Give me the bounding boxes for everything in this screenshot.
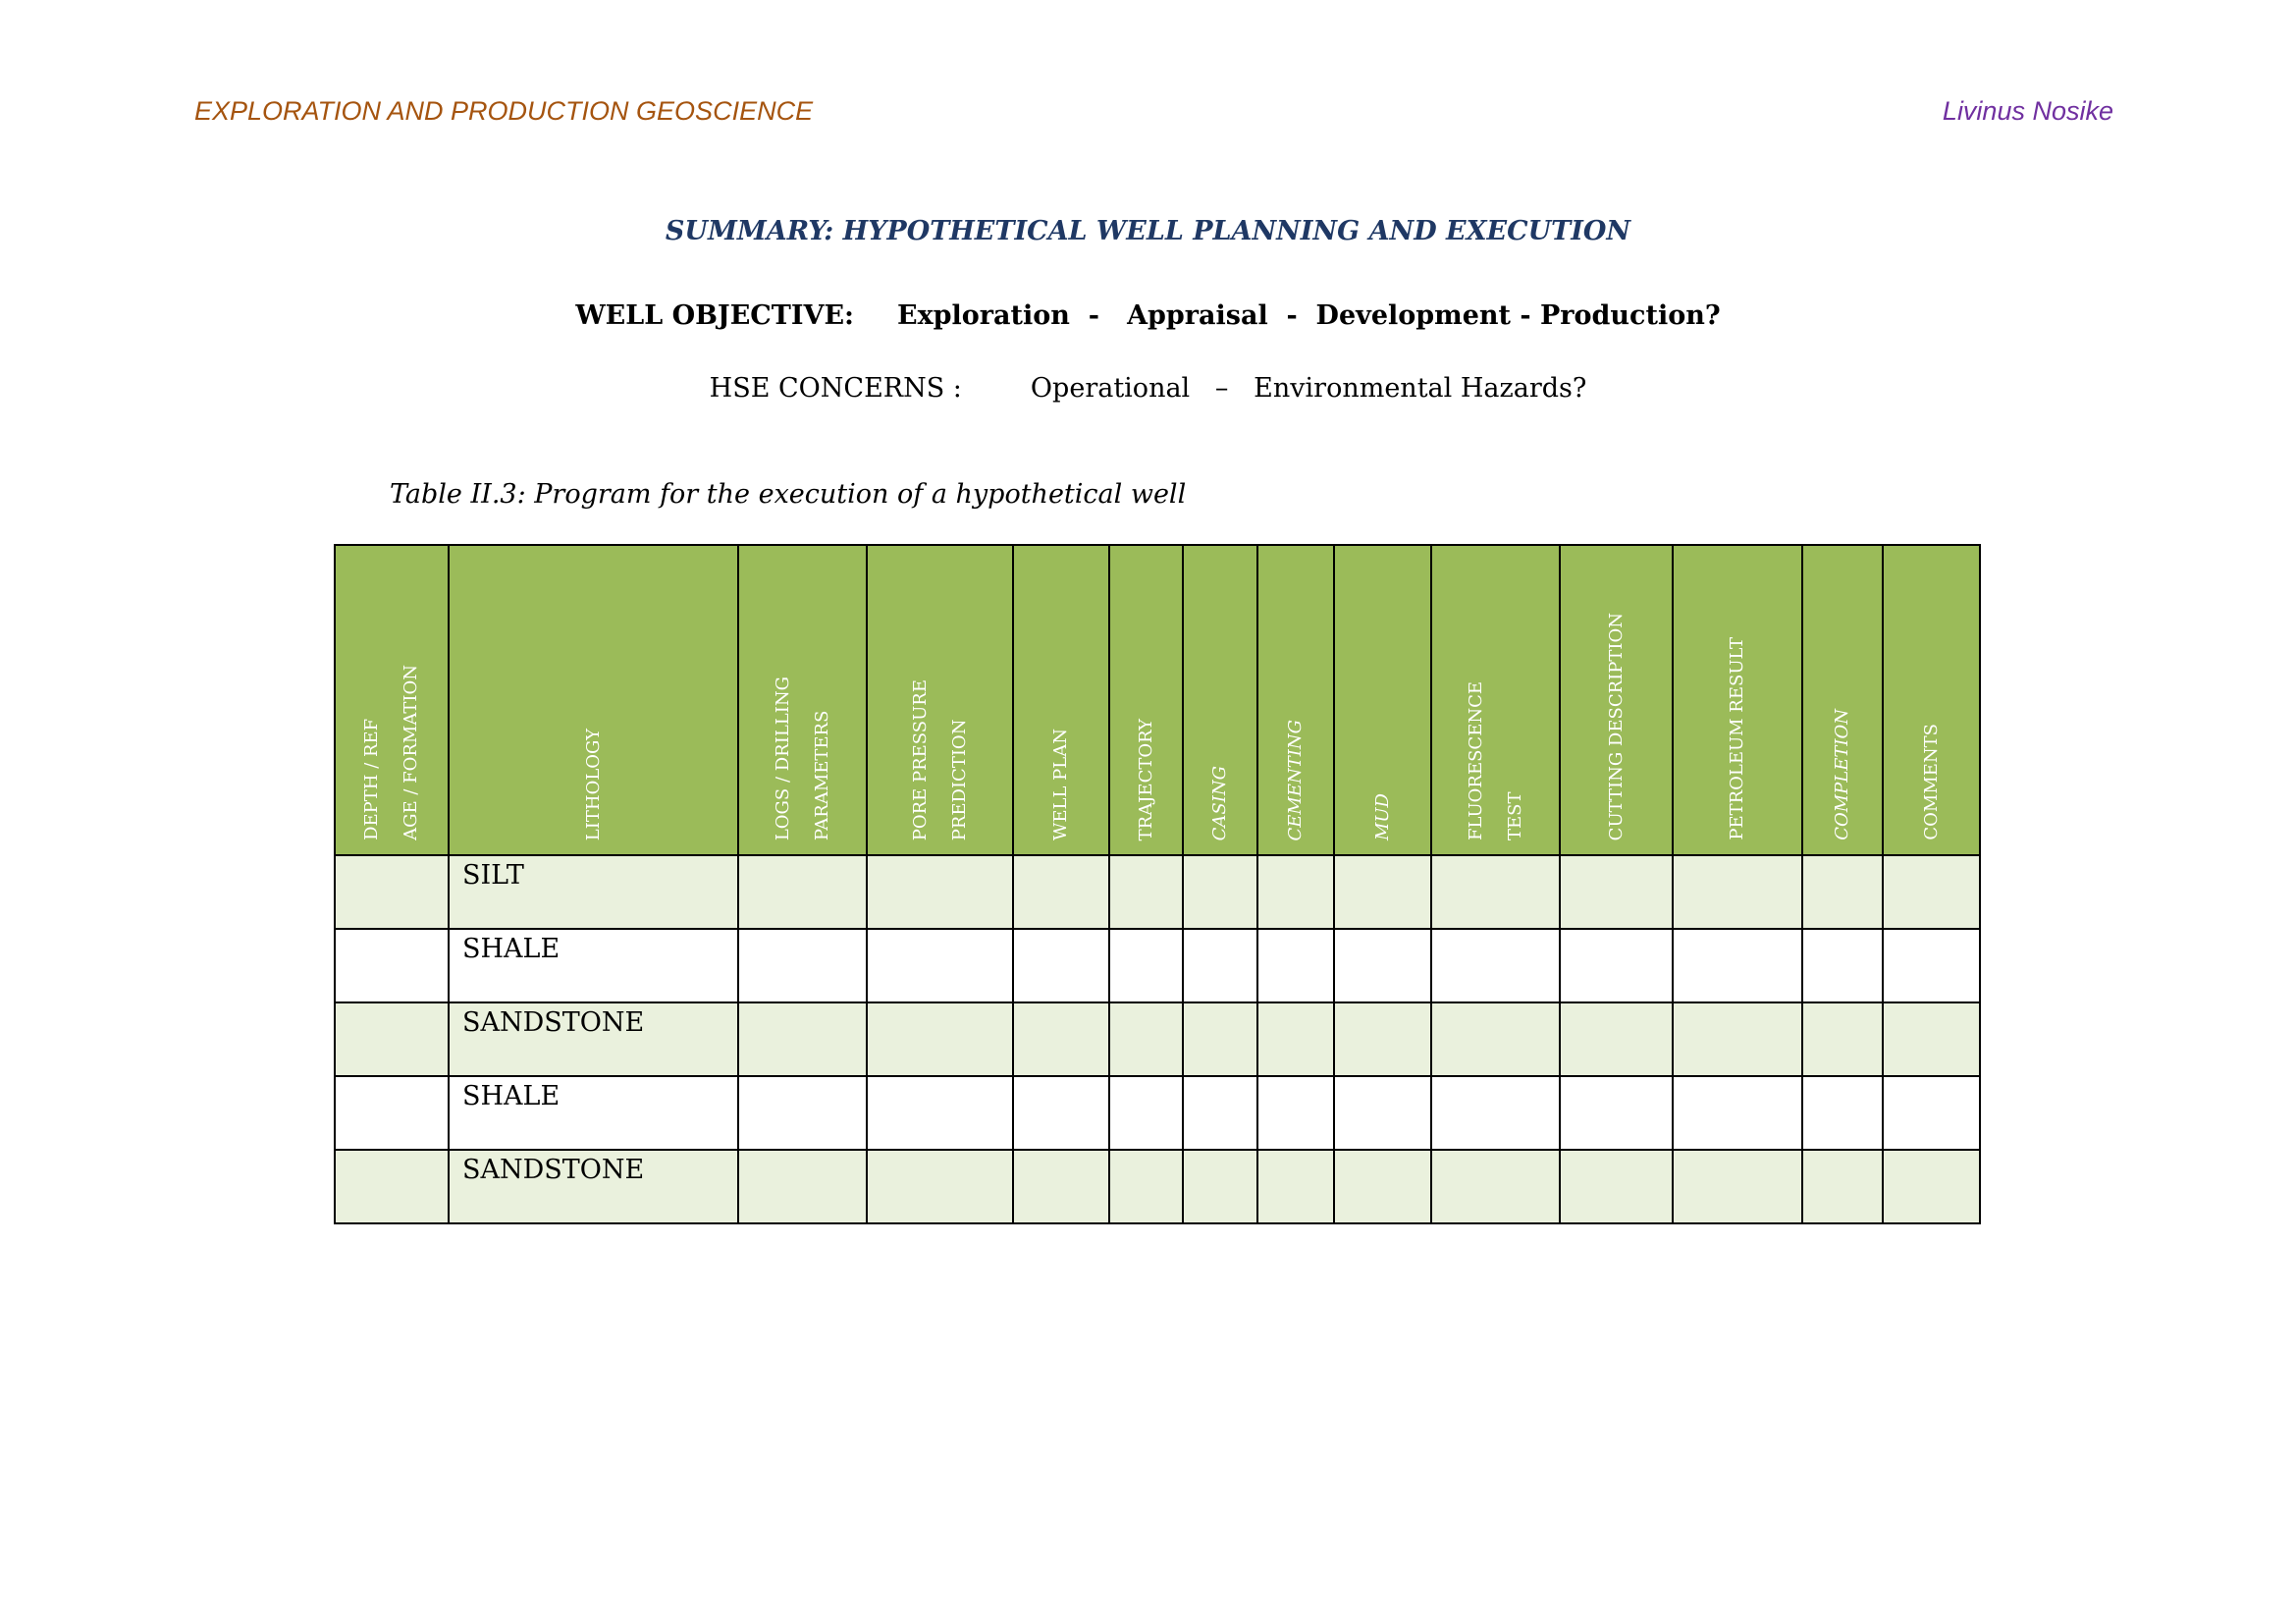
lithology-cell: SANDSTONE [449, 1002, 738, 1076]
header-left-title: EXPLORATION AND PRODUCTION GEOSCIENCE [194, 96, 814, 126]
hse-concerns-line [0, 373, 2296, 404]
depth-cell [335, 1076, 449, 1150]
header-author: Livinus Nosike [1942, 96, 2113, 126]
col-header-fluorescence: FLUORESCENCE TEST [1431, 545, 1560, 855]
table-row [335, 1002, 1980, 1076]
well-objective-label: WELL OBJECTIVE: [575, 300, 854, 331]
table-row [335, 1076, 1980, 1150]
depth-cell [335, 929, 449, 1002]
table-row [335, 855, 1980, 929]
well-program-table [334, 544, 1981, 1224]
col-header-casing: CASING [1183, 545, 1257, 855]
col-header-cementing: CEMENTING [1257, 545, 1334, 855]
col-header-cutting: CUTTING DESCRIPTION [1560, 545, 1673, 855]
depth-cell [335, 1150, 449, 1223]
well-objective-value: Exploration - Appraisal - Development - Production? [896, 300, 1721, 331]
table-caption: Table II.3: Program for the execution of a hypothetical well [390, 479, 1187, 510]
lithology-cell: SHALE [449, 929, 738, 1002]
table-row [335, 929, 1980, 1002]
summary-title: SUMMARY: HYPOTHETICAL WELL PLANNING AND EXECUTION [665, 216, 1631, 246]
col-header-mud: MUD [1334, 545, 1431, 855]
lithology-cell: SHALE [449, 1076, 738, 1150]
col-header-completion: COMPLETION [1802, 545, 1883, 855]
lithology-cell: SILT [449, 855, 738, 929]
col-header-lithology: LITHOLOGY [449, 545, 738, 855]
lithology-cell: SANDSTONE [449, 1150, 738, 1223]
depth-cell [335, 855, 449, 929]
table-row [335, 1150, 1980, 1223]
hse-concerns-value: Operational – Environmental Hazards? [1030, 373, 1587, 404]
col-header-pore-pressure: PORE PRESSURE PREDICTION [867, 545, 1013, 855]
col-header-comments: COMMENTS [1883, 545, 1980, 855]
hse-concerns-label: HSE CONCERNS : [709, 373, 962, 404]
col-header-well-plan: WELL PLAN [1013, 545, 1109, 855]
col-header-depth: DEPTH / REF AGE / FORMATION [335, 545, 449, 855]
col-header-logs: LOGS / DRILLING PARAMETERS [738, 545, 867, 855]
col-header-trajectory: TRAJECTORY [1109, 545, 1183, 855]
depth-cell [335, 1002, 449, 1076]
table-header-row [335, 545, 1980, 855]
col-header-petroleum: PETROLEUM RESULT [1673, 545, 1802, 855]
well-objective-line [0, 300, 2296, 331]
